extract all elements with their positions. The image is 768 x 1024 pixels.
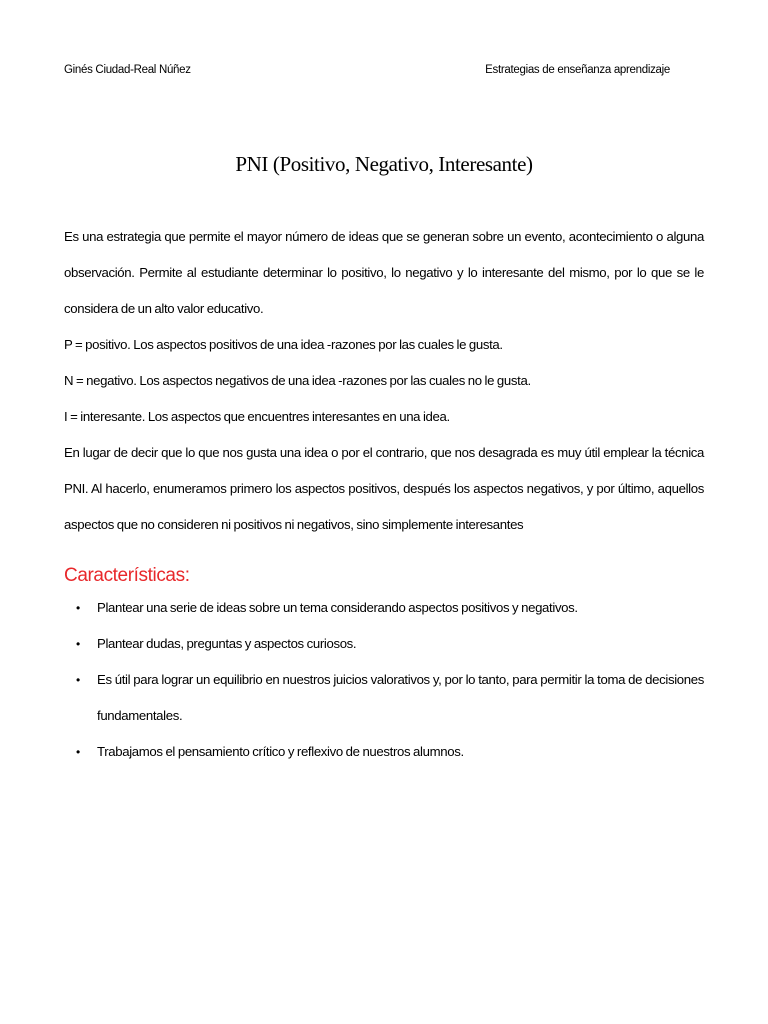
bullet-icon: • (76, 637, 80, 651)
characteristics-heading: Características: (64, 565, 190, 586)
negative-definition: N = negativo. Los aspectos negativos de una idea -razones por las cuales no le gusta. (64, 373, 531, 388)
characteristics-list (64, 590, 704, 770)
list-item-text: Trabajamos el pensamiento crítico y reflexivo de nuestros alumnos. (97, 744, 464, 759)
list-item (64, 662, 704, 734)
list-item-text: Plantear una serie de ideas sobre un tema considerando aspectos positivos y negativos. (97, 600, 578, 615)
intro-paragraph: Es una estrategia que permite el mayor número de ideas que se generan sobre un evento, acontecimiento o alguna observación. Permite al estudiante determinar lo positivo, lo negativo y lo interesante del mismo, por lo que se le considera de un alto valor educativo. (64, 229, 704, 316)
document-body (64, 219, 704, 543)
header-author: Ginés Ciudad-Real Núñez (64, 64, 191, 76)
bullet-icon: • (76, 601, 80, 615)
list-item-text: Es útil para lograr un equilibrio en nuestros juicios valorativos y, por lo tanto, para permitir la toma de decisiones fundamentales. (97, 672, 704, 723)
bullet-icon: • (76, 745, 80, 759)
list-item-text: Plantear dudas, preguntas y aspectos curiosos. (97, 636, 357, 651)
interesting-definition: I = interesante. Los aspectos que encuentres interesantes en una idea. (64, 409, 450, 424)
positive-definition: P = positivo. Los aspectos positivos de una idea -razones por las cuales le gusta. (64, 337, 503, 352)
page-header (64, 64, 670, 80)
list-item (64, 626, 704, 662)
list-item (64, 734, 704, 770)
list-item (64, 590, 704, 626)
bullet-icon: • (76, 673, 80, 687)
document-title: PNI (Positivo, Negativo, Interesante) (235, 152, 533, 176)
closing-paragraph: En lugar de decir que lo que nos gusta una idea o por el contrario, que nos desagrada es muy útil emplear la técnica PNI. Al hacerlo, enumeramos primero los aspectos positivos, después los aspectos negativos, y por último, aquellos aspectos que no consideren ni positivos ni negativos, sino simplemente interesantes (64, 445, 704, 532)
header-subject: Estrategias de enseñanza aprendizaje (485, 64, 670, 76)
